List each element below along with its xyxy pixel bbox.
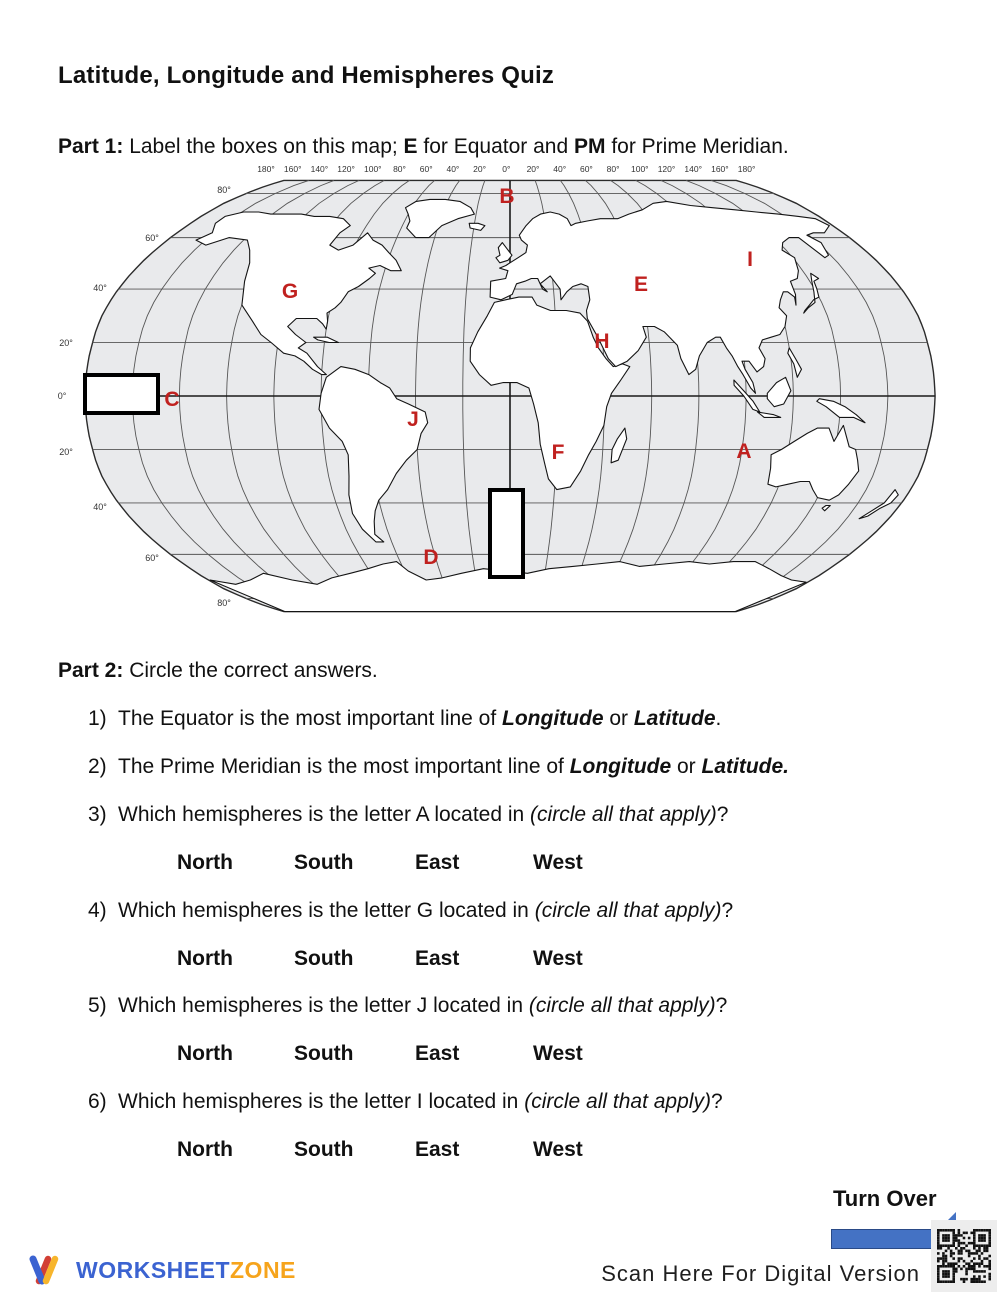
longitude-tick-label: 20° [526, 164, 540, 174]
hemisphere-options-row [177, 1138, 583, 1162]
part1-text-2: for Equator and [417, 135, 574, 158]
logo-w-icon [26, 1250, 66, 1290]
part1-label: Part 1: [58, 135, 124, 158]
longitude-tick-label: 100° [631, 164, 649, 174]
map-letter-a: A [736, 440, 752, 463]
latitude-tick-label: 0° [57, 391, 67, 401]
logo-word-zone: ZONE [230, 1256, 296, 1283]
longitude-tick-label: 140° [310, 164, 329, 174]
option-west[interactable]: West [533, 947, 583, 970]
map-letter-i: I [747, 248, 753, 271]
question-text-segment: The Prime Meridian is the most important line of [118, 755, 570, 778]
longitude-tick-label: 180° [737, 164, 756, 174]
world-map [0, 160, 1000, 625]
map-letter-j: J [407, 408, 419, 431]
question-text-segment: ? [710, 1090, 723, 1113]
question-text-segment: (circle all that apply) [530, 803, 717, 826]
question-text-segment: ? [715, 994, 728, 1017]
question-number: 1) [88, 707, 107, 730]
question-line-4 [88, 899, 733, 923]
longitude-tick-label: 40° [553, 164, 567, 174]
longitude-tick-label: 120° [337, 164, 355, 174]
question-number: 2) [88, 755, 107, 778]
qr-code [931, 1220, 997, 1292]
question-text-segment: Longitude [569, 755, 672, 778]
question-text-segment: Which hemispheres is the letter G located in [118, 899, 535, 922]
part1-instructions [58, 135, 789, 159]
map-letter-c: C [164, 388, 180, 411]
map-letter-b: B [499, 185, 515, 208]
map-letter-d: D [423, 546, 439, 569]
question-text-segment: Longitude [502, 707, 604, 730]
turn-over-label: Turn Over [833, 1186, 937, 1211]
option-north[interactable]: North [177, 1042, 233, 1065]
longitude-tick-label: 60° [419, 164, 433, 174]
hemisphere-options-row [177, 851, 583, 875]
question-text-segment: The Equator is the most important line of [118, 707, 503, 730]
part1-text-1: Label the boxes on this map; [123, 135, 404, 158]
question-line-5 [88, 994, 727, 1018]
question-text-segment: ? [721, 899, 734, 922]
question-text-segment: (circle all that apply) [524, 1090, 711, 1113]
latitude-tick-label: 80° [217, 598, 231, 608]
part2-text: Circle the correct answers. [123, 659, 378, 682]
option-north[interactable]: North [177, 1138, 233, 1161]
option-east[interactable]: East [415, 1042, 460, 1065]
longitude-tick-label: 80° [393, 164, 406, 174]
map-letter-g: G [281, 280, 299, 303]
longitude-tick-label: 140° [684, 164, 702, 174]
question-line-2 [88, 755, 789, 779]
question-text-segment: (circle all that apply) [528, 994, 716, 1017]
option-north[interactable]: North [177, 851, 233, 874]
hemisphere-options-row [177, 1042, 583, 1066]
longitude-tick-label: 60° [579, 164, 593, 174]
qr-code-pattern [937, 1229, 991, 1283]
question-text-segment: or [671, 755, 702, 778]
latitude-tick-label: 60° [145, 233, 159, 243]
longitude-tick-label: 80° [606, 164, 620, 174]
page-turn-bar [831, 1229, 937, 1249]
option-north[interactable]: North [177, 947, 233, 970]
question-number: 3) [88, 803, 107, 826]
longitude-tick-label: 180° [257, 164, 275, 174]
answer-box-prime-meridian[interactable] [490, 490, 523, 577]
question-number: 4) [88, 899, 107, 922]
question-text-segment: Latitude [633, 707, 716, 730]
option-west[interactable]: West [533, 1138, 583, 1161]
latitude-tick-label: 40° [93, 502, 107, 512]
option-south[interactable]: South [294, 851, 354, 874]
option-south[interactable]: South [294, 947, 354, 970]
option-east[interactable]: East [415, 851, 460, 874]
part2-label: Part 2: [58, 659, 124, 682]
question-number: 6) [88, 1090, 107, 1113]
latitude-tick-label: 20° [59, 447, 73, 457]
option-south[interactable]: South [294, 1138, 354, 1161]
scan-caption: Scan Here For Digital Version [601, 1261, 920, 1286]
map-letter-f: F [551, 441, 565, 464]
longitude-tick-label: 160° [283, 164, 302, 174]
question-text-segment: Which hemispheres is the letter A located in [118, 803, 531, 826]
option-east[interactable]: East [415, 1138, 460, 1161]
question-number: 5) [88, 994, 107, 1017]
latitude-tick-label: 20° [59, 338, 73, 348]
map-letter-e: E [633, 273, 649, 296]
question-text-segment: Which hemispheres is the letter I located in [118, 1090, 525, 1113]
question-text-segment: Latitude. [701, 755, 790, 778]
part1-bold-pm: PM [574, 135, 606, 158]
longitude-tick-label: 40° [446, 164, 460, 174]
option-south[interactable]: South [294, 1042, 354, 1065]
latitude-tick-label: 80° [217, 185, 231, 195]
latitude-tick-label: 60° [145, 553, 159, 563]
option-west[interactable]: West [533, 1042, 583, 1065]
longitude-tick-label: 0° [502, 164, 511, 174]
page-title: Latitude, Longitude and Hemispheres Quiz [58, 62, 555, 89]
question-text-segment: or [603, 707, 634, 730]
longitude-tick-label: 20° [473, 164, 487, 174]
answer-box-equator[interactable] [85, 375, 158, 413]
latitude-tick-label: 40° [93, 283, 107, 293]
longitude-tick-label: 120° [657, 164, 676, 174]
longitude-tick-label: 160° [711, 164, 729, 174]
option-east[interactable]: East [415, 947, 460, 970]
question-text-segment: ? [716, 803, 729, 826]
question-text-segment: Which hemispheres is the letter J located in [118, 994, 529, 1017]
longitude-tick-label: 100° [364, 164, 382, 174]
question-line-6 [88, 1090, 723, 1114]
question-line-3 [88, 803, 728, 827]
part1-text-3: for Prime Meridian. [605, 135, 789, 158]
logo-word-worksheet: WORKSHEET [76, 1256, 230, 1283]
hemisphere-options-row [177, 947, 583, 971]
part2-instructions [58, 659, 378, 683]
question-text-segment: (circle all that apply) [534, 899, 722, 922]
question-text-segment: . [715, 707, 722, 730]
question-line-1 [88, 707, 721, 731]
option-west[interactable]: West [533, 851, 583, 874]
part1-bold-e: E [403, 135, 418, 158]
map-letter-h: H [594, 330, 610, 353]
worksheetzone-logo [26, 1250, 296, 1290]
